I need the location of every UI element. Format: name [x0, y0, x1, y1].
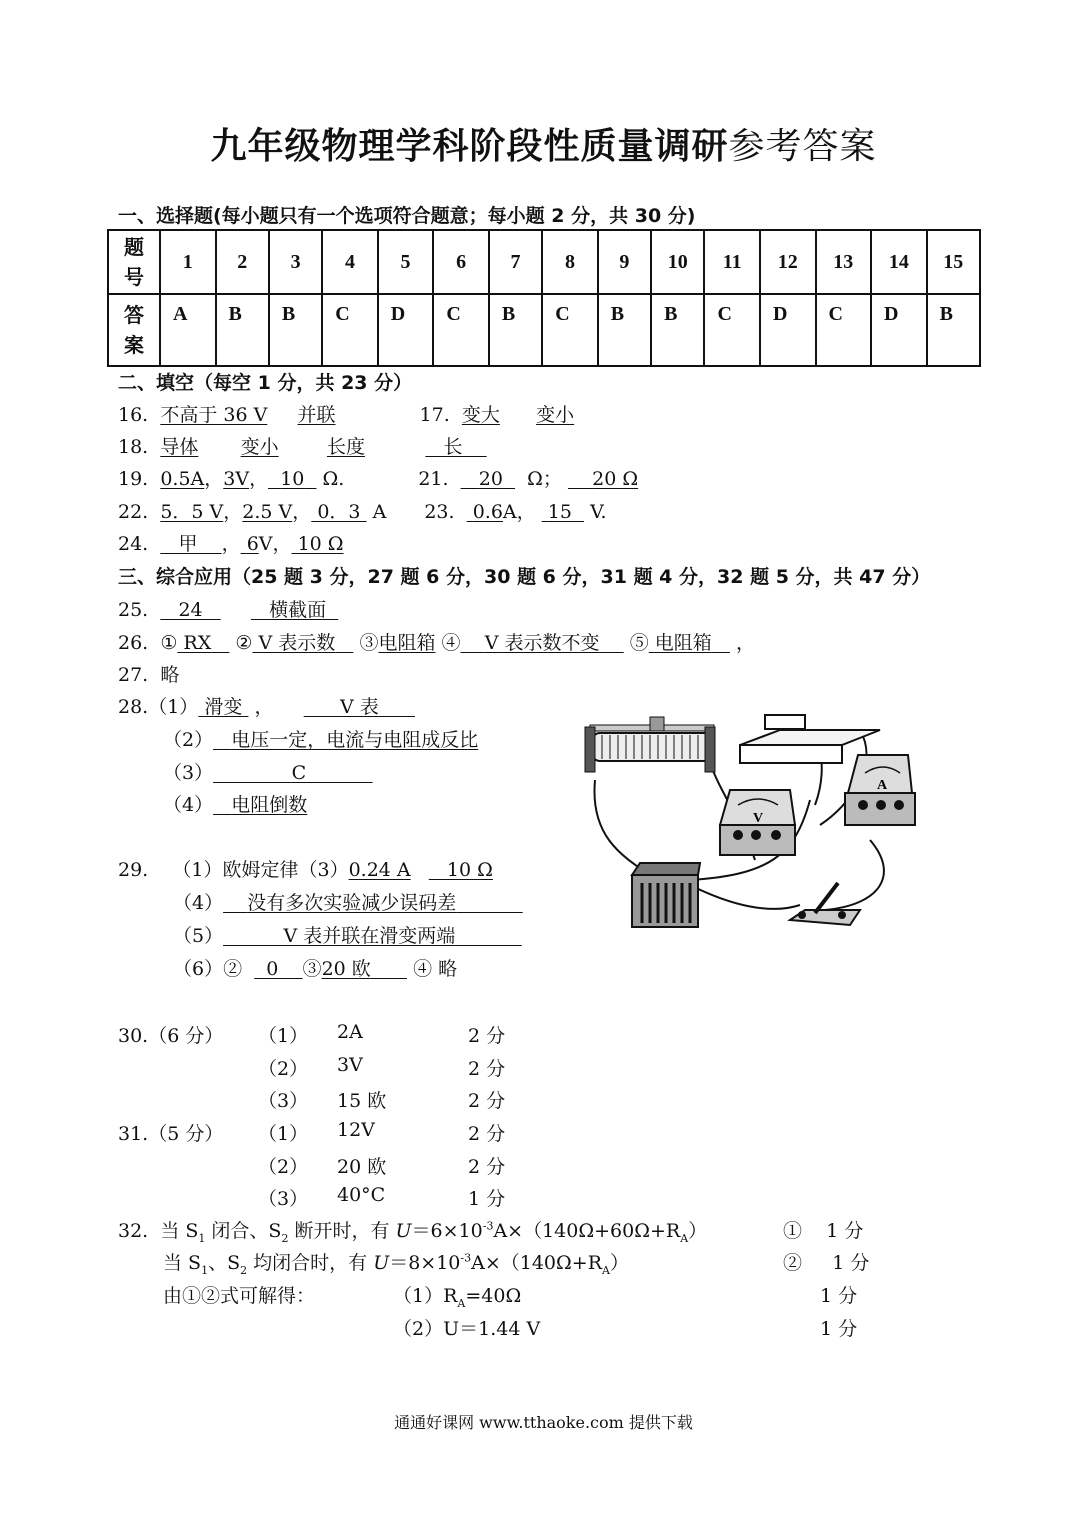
answer-line-28-2: （2） 电压一定，电流与电阻成反比 [163, 729, 479, 751]
table-cell-number: 14 [871, 230, 927, 294]
q31-row-cell: （2） [258, 1155, 309, 1178]
answer-line-22-23: 22. 5．5 V，2.5 V， 0．3 A 23. 0.6A， 15 V. [118, 501, 607, 523]
table-cell-answer: C [433, 294, 489, 366]
header-cell-answer: 答 案 [108, 294, 160, 366]
q31-row-cell: 12V [337, 1119, 375, 1141]
q32-line-2: 当 $S_1$、$S_2$ 均闭合时，有 $U=8\times 10^{-3}A\times(140\Omega+R_A)$ [163, 1251, 629, 1277]
wire [690, 885, 800, 909]
answer-line-25: 25. 24 横截面 [118, 599, 327, 621]
table-cell-number: 3 [269, 230, 322, 294]
table-cell-number: 13 [816, 230, 872, 294]
choice-answer-table [107, 229, 981, 367]
section-3-heading: 三、综合应用（25 题 3 分，27 题 6 分，30 题 6 分，31 题 4 分，32 题 5 分，共 47 分） [118, 566, 931, 588]
answer-line-29-4: （4） 没有多次实验减少误码差 [173, 892, 457, 914]
answer-line-19-21: 19. 0.5A，3V， 10 Ω. 21. 20 Ω； 20 Ω [118, 468, 639, 490]
table-cell-answer: B [269, 294, 322, 366]
answer-line-29-6: （6）② 0 ③20 欧 ④ 略 [173, 958, 458, 980]
answer-line-24: 24. 甲 ， 6V， 10 Ω [118, 533, 344, 555]
answer-line-27: 27. 略 [118, 664, 180, 686]
answer-line-29-1: 29. （1）欧姆定律（3）0.24 A 10 Ω [118, 859, 493, 881]
table-cell-number: 11 [704, 230, 760, 294]
voltmeter-label: V [753, 811, 764, 826]
q31-label: 31.（5 分） [118, 1123, 224, 1145]
ammeter [845, 755, 915, 825]
voltmeter [720, 790, 795, 855]
table-row-answers [108, 294, 980, 366]
q32-result-1: $(1)R_A=40\Omega$ [393, 1285, 522, 1310]
table-row-numbers [108, 230, 980, 294]
table-cell-answer: A [160, 294, 216, 366]
q32-line-3: 由①②式可解得： [163, 1285, 316, 1307]
q30-row-cell: （1） [258, 1025, 309, 1047]
q30-row-cell: 2 分 [468, 1025, 506, 1047]
q32-result-2: （2）U＝1.44 V [393, 1318, 541, 1340]
table-cell-number: 7 [489, 230, 542, 294]
table-cell-answer: C [816, 294, 872, 366]
q30-row-cell: 2 分 [468, 1057, 506, 1080]
table-cell-answer: B [598, 294, 651, 366]
table-cell-answer: D [378, 294, 434, 366]
wire [825, 840, 884, 910]
answer-line-18: 18. 导体 变小 长度 长 [118, 436, 463, 458]
table-cell-number: 5 [378, 230, 434, 294]
q32-line-1: 32. 当 $S_1$ 闭合、$S_2$ 断开时，有 $U=6\times 10^{-3}A\times(140\Omega+60\Omega+R_A)$ [118, 1219, 708, 1245]
table-cell-number: 1 [160, 230, 216, 294]
table-cell-answer: B [489, 294, 542, 366]
table-cell-number: 8 [542, 230, 598, 294]
answer-line-28-3: （3） C [163, 762, 307, 784]
table-cell-answer: B [927, 294, 980, 366]
q30-row-cell: （3） [258, 1090, 309, 1112]
answer-line-16-17: 16. 不高于 36 V 并联 17. 变大 变小 [118, 404, 575, 426]
ammeter-label: A [877, 778, 888, 793]
q30-row-cell: 3V [337, 1053, 363, 1076]
table-cell-number: 4 [322, 230, 378, 294]
table-cell-answer: C [322, 294, 378, 366]
table-cell-number: 2 [216, 230, 269, 294]
wire [594, 780, 650, 875]
q30-label: 30.（6 分） [118, 1025, 224, 1047]
table-cell-number: 9 [598, 230, 651, 294]
q30-row-cell: 2 分 [468, 1090, 506, 1112]
q31-row-cell: 2 分 [468, 1123, 506, 1145]
table-cell-number: 6 [433, 230, 489, 294]
table-cell-answer: C [704, 294, 760, 366]
switch [790, 883, 860, 925]
q31-row-cell: 20 欧 [337, 1155, 387, 1178]
q32-mark-1: ① 1 分 [783, 1220, 864, 1242]
q30-row-cell: 2A [337, 1021, 363, 1043]
circuit-diagram [580, 705, 920, 940]
q32-mark-2: ② 1 分 [783, 1252, 870, 1274]
table-cell-number: 15 [927, 230, 980, 294]
table-cell-answer: D [760, 294, 816, 366]
battery [632, 863, 700, 927]
q31-row-cell: （1） [258, 1123, 309, 1145]
q31-row-cell: 1 分 [468, 1188, 506, 1210]
q30-row-cell: （2） [258, 1057, 309, 1080]
q31-row-cell: 40°C [337, 1184, 386, 1206]
table-cell-answer: D [871, 294, 927, 366]
table-cell-number: 12 [760, 230, 816, 294]
page-title: 九年级物理学科阶段性质量调研参考答案 [210, 126, 877, 167]
table-cell-answer: B [216, 294, 269, 366]
section-2-heading: 二、填空（每空 1 分，共 23 分） [118, 372, 413, 394]
answer-line-28-4: （4） 电阻倒数 [163, 794, 308, 816]
q32-score-3: 1 分 [820, 1285, 858, 1307]
q30-row-cell: 15 欧 [337, 1090, 387, 1112]
answer-line-29-5: （5） V 表并联在滑变两端 [173, 925, 456, 947]
answer-line-28-1: 28.（1） 滑变 ， V 表 [118, 696, 379, 718]
header-cell-number: 题 号 [108, 230, 160, 294]
table-cell-answer: B [651, 294, 704, 366]
table-cell-number: 10 [651, 230, 704, 294]
q31-row-cell: （3） [258, 1188, 309, 1210]
q32-score-4: 1 分 [820, 1318, 858, 1340]
table-cell-answer: C [542, 294, 598, 366]
footer-text: 通通好课网 www.tthaoke.com 提供下载 [394, 1413, 693, 1432]
q31-row-cell: 2 分 [468, 1155, 506, 1178]
answer-line-26: 26. ① RX ② V 表示数 ③电阻箱 ④ V 表示数不变 ⑤ 电阻箱 ， [118, 632, 755, 654]
section-1-heading: 一、选择题(每小题只有一个选项符合题意；每小题 2 分，共 30 分) [118, 205, 696, 227]
rheostat [585, 717, 715, 772]
